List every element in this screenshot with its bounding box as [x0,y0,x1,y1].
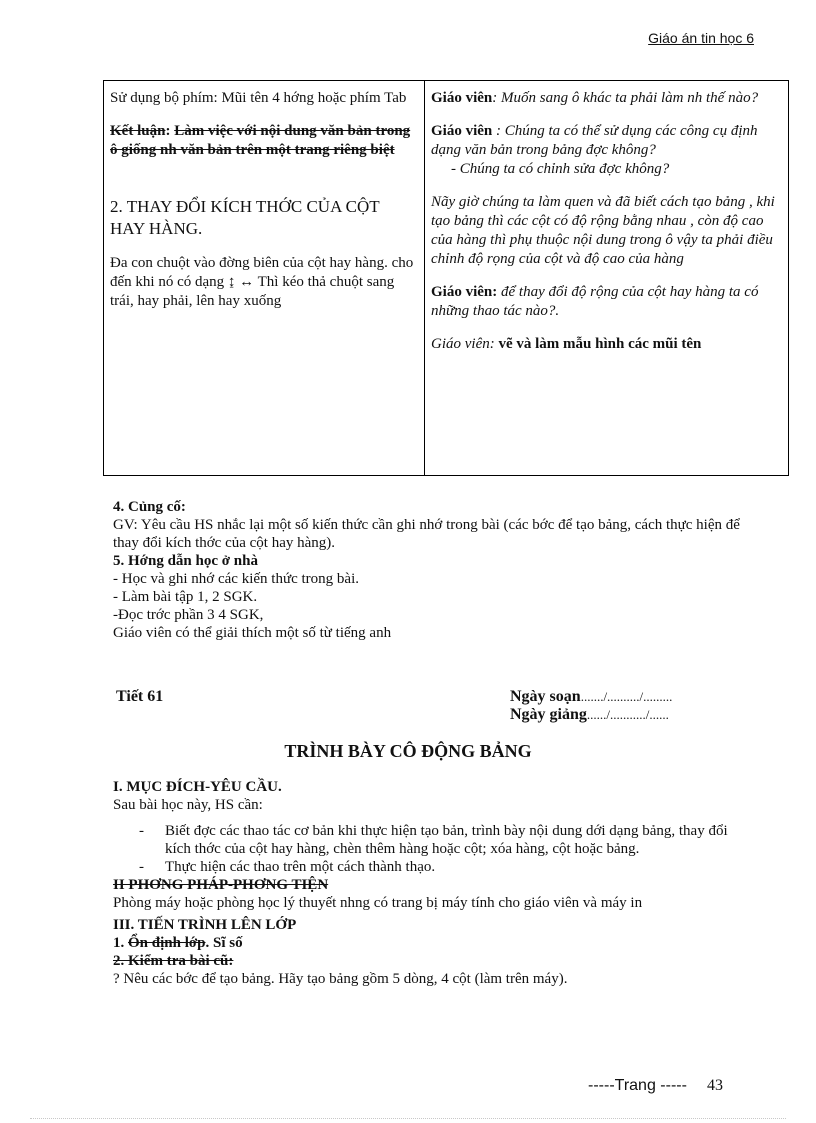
left-p3: Đa con chuột vào đờng biên của cột hay hàng. cho đến khi nó có dạng ↨ ↔ Thì kéo thả chuột sang trái, hay phải, lên hay xuống [110,255,414,309]
date-prep-label: Ngày soạn [510,688,581,705]
conclusion-text: Làm việc với nội dung văn bản trong ô giống nh văn bản trên một trang riêng biệt [110,123,411,158]
step-1 [113,934,745,952]
page-footer [588,1077,723,1095]
question-1: : Muốn sang ô khác ta phải làm nh thế nào? [492,90,759,106]
part-1-title: I. MỤC ĐÍCH-YÊU CẦU. [113,779,282,795]
question-3: Chúng ta có chỉnh sửa đợc không? [459,161,670,177]
teacher-label: Giáo viên [431,90,493,106]
section-heading-2: 2. THAY ĐỔI KÍCH THỚC CỦA CỘT HAY HÀNG. [110,197,380,238]
teacher-label: Giáo viên: [431,284,498,300]
question-6: vẽ và làm mẫu hình các mũi tên [498,336,702,352]
date-prep-dots: ......./........../......... [580,689,673,704]
right-q1 [431,89,782,108]
conclusion: Kết luận: Làm việc với nội dung văn bản trong ô giống nh văn bản trên một trang riêng biệt [110,123,411,158]
right-q2 [431,122,782,160]
list-item: - Biết đợc các thao tác cơ bản khi thực hiện tạo bản, trình bày nội dung dới dạng bảng, thay đổi kích thớc của cột hay hàng, chèn thêm hàng hoặc cột; xóa hàng, cột hoặc bảng. [139,822,745,858]
objectives-list [139,822,745,876]
section-5-item: -Đọc trớc phần 3 4 SGK, [113,607,264,623]
table-left-cell [104,81,425,476]
list-item: - Thực hiện các thao trên một cách thành thạo. [139,858,745,876]
right-q4: Nãy giờ chúng ta làm quen và đã biết cách tạo bảng , khi tạo bảng thì các cột có độ rộng bằng nhau , còn độ cao của hàng thì phụ thuộc nội dung trong ô vậy ta phải điều chỉnh độ rọng của cột và độ cao của hàng [431,194,775,267]
step-1-label: Ổn định lớp [128,935,206,951]
page-number: 43 [706,1077,723,1094]
lesson-table [103,80,789,476]
conclusion-label: Kết luận [110,123,166,139]
page-divider [30,1118,786,1119]
lesson-number: Tiết 61 [116,688,164,705]
right-q3: - Chúng ta có chỉnh sửa đợc không? [451,161,670,177]
part-1-intro: Sau bài học này, HS cần: [113,797,263,813]
date-teach-label: Ngày giảng [510,706,587,723]
review-question: ? Nêu các bớc để tạo bảng. Hãy tạo bảng gồm 5 dòng, 4 cột (làm trên máy). [113,971,568,987]
lesson-dates [510,688,672,724]
section-4 [113,498,753,642]
date-teach-dots: ....../.........../...... [586,707,669,722]
step-1-prefix: 1. [113,935,128,951]
section-5-item: Giáo viên có thể giải thích một số từ tiếng anh [113,625,392,641]
left-p1: Sử dụng bộ phím: Mũi tên 4 hớng hoặc phím Tab [110,90,407,106]
section-5-title: 5. Hớng dẫn học ở nhà [113,553,258,569]
question-5: để thay đổi độ rộng của cột hay hàng ta có những thao tác nào?. [431,284,759,319]
part-1 [113,778,745,988]
section-4-title: 4. Củng cố: [113,499,186,515]
part-3-title: III. TIẾN TRÌNH LÊN LỚP [113,917,297,933]
step-1-suffix: . Sĩ số [205,935,243,951]
part-2-text: Phòng máy hoặc phòng học lý thuyết nhng có trang bị máy tính cho giáo viên và máy in [113,895,643,911]
right-q5 [431,283,782,321]
section-4-text: GV: Yêu cầu HS nhắc lại một số kiến thức cần ghi nhớ trong bài (các bớc để tạo bảng, cách thực hiện để thay đổi kích thớc của cột hay hàng). [113,517,740,551]
teacher-label: Giáo viên: [431,336,495,352]
question-2: : Chúng ta có thể sử dụng các công cụ định dạng văn bản trong bảng đợc không? [431,123,758,158]
page-title: TRÌNH BÀY CÔ ĐỘNG BẢNG [284,741,532,761]
section-5-item: - Học và ghi nhớ các kiến thức trong bài. [113,571,359,587]
table-right-cell [425,81,789,476]
section-5-item: - Làm bài tập 1, 2 SGK. [113,589,258,605]
step-2: 2. Kiểm tra bài cũ: [113,953,234,969]
right-q6 [431,335,782,354]
footer-label: -----Trang ----- [588,1077,687,1094]
page-header: Giáo án tin học 6 [648,30,754,46]
part-2-title: II PHƠNG PHÁP-PHƠNG TIỆN [113,877,329,893]
teacher-label: Giáo viên [431,123,493,139]
